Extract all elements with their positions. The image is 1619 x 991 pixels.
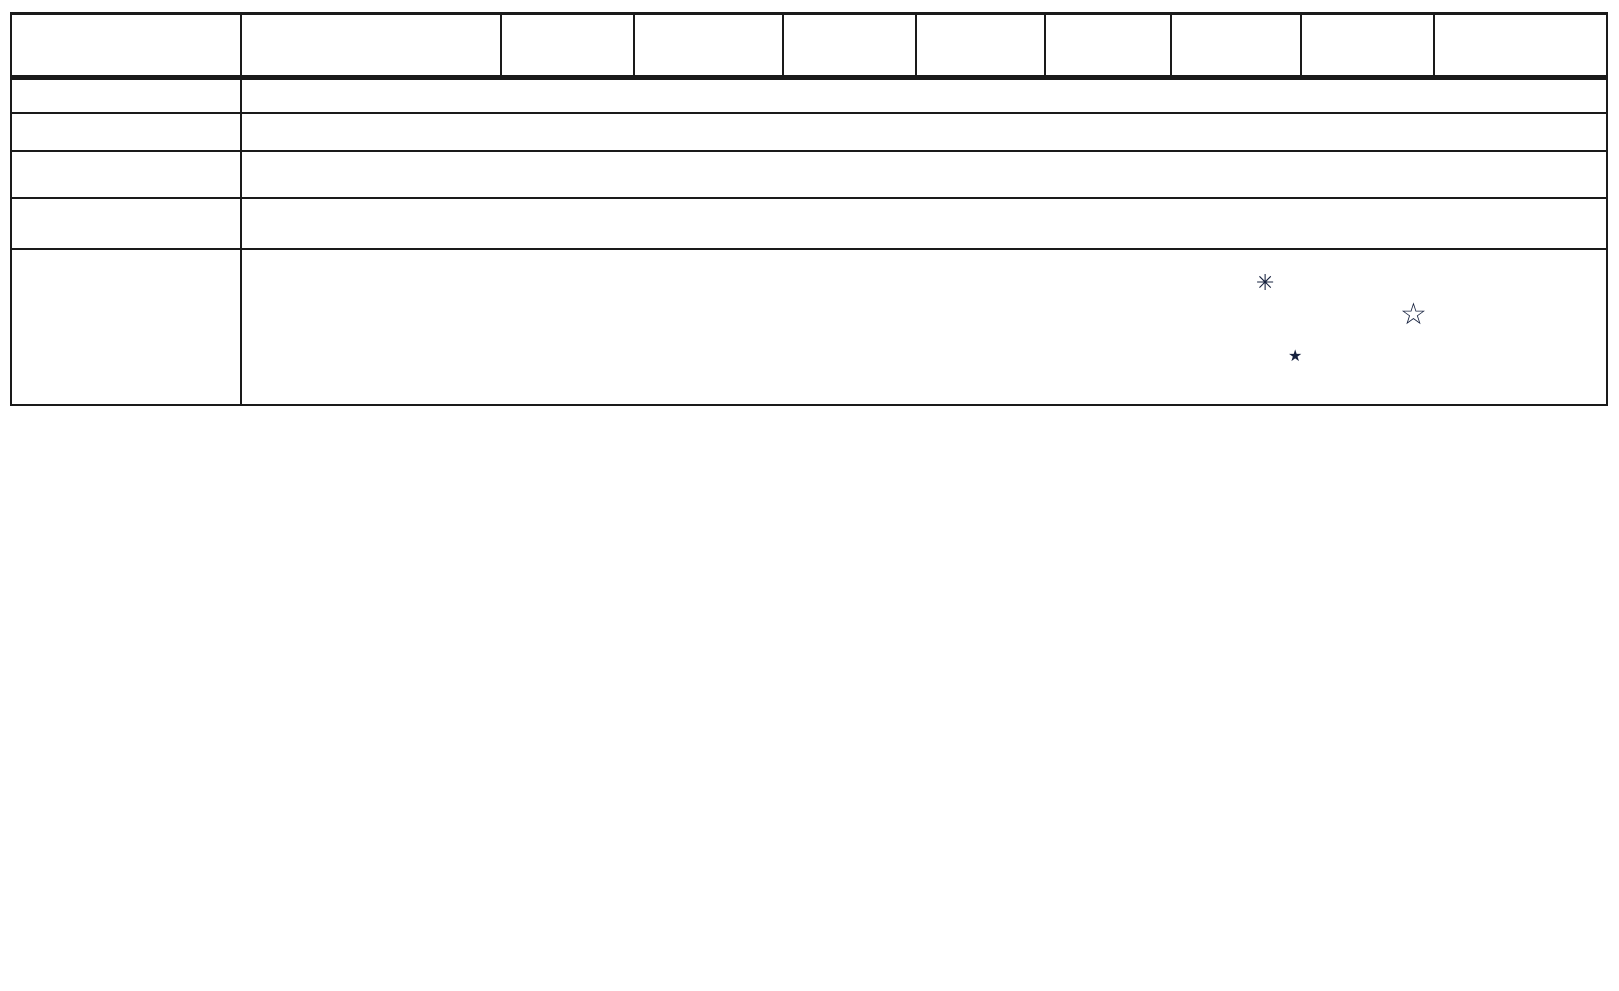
brand-logo — [1256, 270, 1426, 370]
size-chart-sheet — [10, 12, 1606, 406]
header-size — [501, 14, 634, 77]
header-sleeve-length — [916, 14, 1045, 77]
material-origin-value — [241, 151, 1607, 198]
product-info-table — [10, 78, 1608, 406]
fabric-label — [11, 79, 241, 113]
benefits-row — [11, 113, 1607, 151]
star-icon: ✳ — [1256, 270, 1275, 295]
fabric-row — [11, 79, 1607, 113]
wash-care-row — [11, 249, 1607, 405]
header-waist — [1045, 14, 1171, 77]
benefits-value — [241, 113, 1607, 151]
product-origin-row — [11, 198, 1607, 249]
product-origin-label — [11, 198, 241, 249]
wash-care-label — [11, 249, 241, 405]
header-shoulder-width — [1301, 14, 1434, 77]
header-half-chest — [783, 14, 916, 77]
header-picture — [241, 14, 501, 77]
header-half-hip — [1434, 14, 1607, 77]
header-style-name — [11, 14, 241, 77]
header-pants-length — [1171, 14, 1301, 77]
fabric-value — [241, 79, 1607, 113]
material-origin-row — [11, 151, 1607, 198]
material-origin-label — [11, 151, 241, 198]
size-table — [10, 12, 1608, 78]
small-star-icon: ★ — [1288, 348, 1303, 365]
wash-care-value — [241, 249, 1607, 405]
product-origin-value — [241, 198, 1607, 249]
star-outline-icon: ☆ — [1400, 298, 1427, 331]
benefits-label — [11, 113, 241, 151]
header-length — [634, 14, 783, 77]
header-row — [11, 14, 1607, 77]
